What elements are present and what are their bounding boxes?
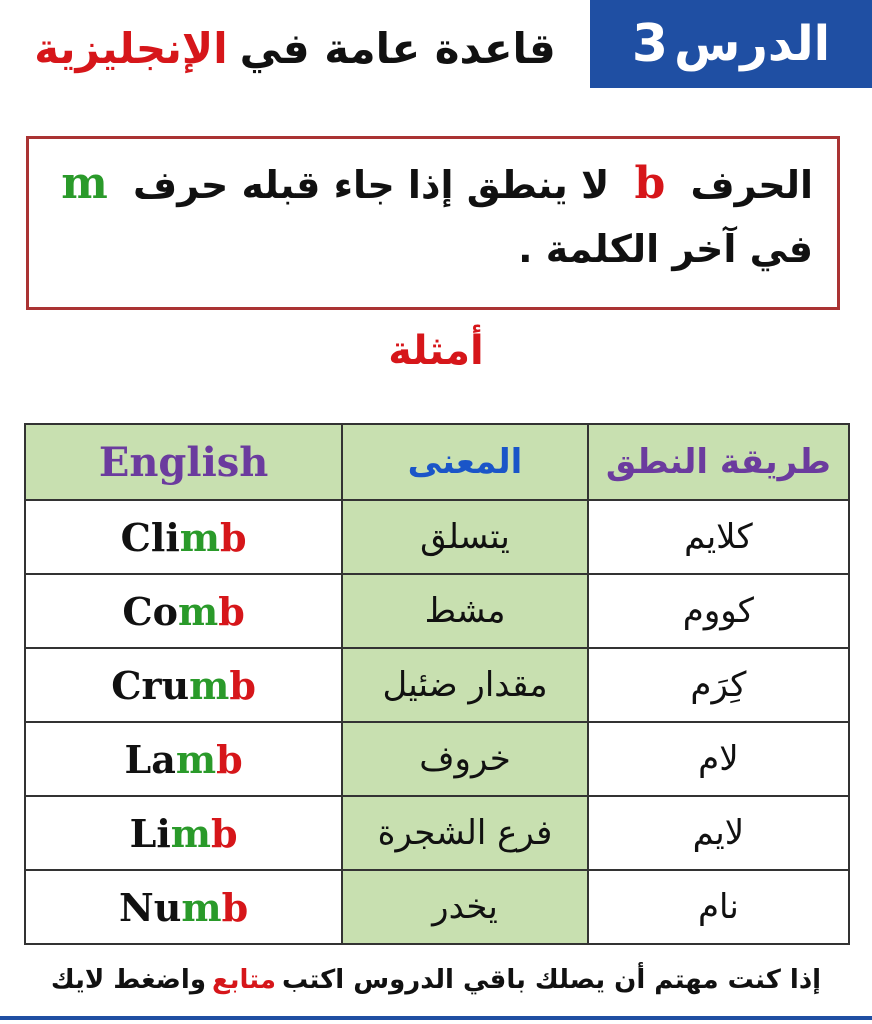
word-english (25, 500, 342, 574)
rule-letter-b: b (634, 158, 666, 209)
rule-part1: الحرف (690, 163, 813, 207)
word-letter-m: m (189, 662, 230, 708)
word-meaning: مشط (342, 574, 588, 648)
word-meaning: يخدر (342, 870, 588, 944)
word-letter-m: m (170, 810, 212, 856)
word-letter-b: b (220, 514, 247, 560)
word-letter-b: b (216, 736, 243, 782)
footer-part2: واضغط لايك (50, 965, 207, 995)
table-header-row (25, 424, 849, 500)
word-pronunciation: كلايم (588, 500, 849, 574)
title-highlight: الإنجليزية (34, 23, 228, 73)
rule-part2: لا ينطق إذا جاء قبله حرف (133, 163, 610, 207)
word-stem: Nu (119, 884, 182, 930)
word-letter-m: m (181, 884, 222, 930)
rule-line-2: في آخر الكلمة . (518, 227, 813, 272)
word-english (25, 722, 342, 796)
word-letter-b: b (229, 662, 256, 708)
word-letter-m: m (175, 736, 217, 782)
lesson-badge (590, 0, 872, 88)
word-english (25, 574, 342, 648)
header-meaning: المعنى (342, 424, 588, 500)
word-stem: Cli (120, 514, 180, 560)
word-pronunciation: كووم (588, 574, 849, 648)
header-english: English (25, 424, 342, 500)
word-meaning: خروف (342, 722, 588, 796)
word-pronunciation: لايم (588, 796, 849, 870)
word-pronunciation: نام (588, 870, 849, 944)
footer-note (0, 952, 872, 1008)
title-prefix: قاعدة عامة في (239, 23, 556, 73)
lesson-number: 3 (631, 14, 669, 74)
word-letter-m: m (179, 514, 220, 560)
word-stem: La (124, 736, 176, 782)
footer-part1: إذا كنت مهتم أن يصلك باقي الدروس اكتب (282, 965, 822, 995)
rule-line-1 (53, 149, 813, 219)
word-english (25, 796, 342, 870)
header-pronunciation: طريقة النطق (588, 424, 849, 500)
word-stem: Cru (111, 662, 190, 708)
word-english (25, 870, 342, 944)
table-row (25, 574, 849, 648)
table-row (25, 500, 849, 574)
footer-highlight: متابع (212, 965, 277, 995)
word-meaning: فرع الشجرة (342, 796, 588, 870)
table-row (25, 870, 849, 944)
word-stem: Co (122, 588, 179, 634)
examples-table (24, 423, 850, 945)
rule-letter-m: m (61, 158, 108, 209)
page-title (10, 8, 580, 88)
word-letter-b: b (221, 884, 249, 930)
word-english (25, 648, 342, 722)
word-letter-m: m (178, 588, 219, 634)
word-pronunciation: كِرَم (588, 648, 849, 722)
word-meaning: يتسلق (342, 500, 588, 574)
word-stem: Li (129, 810, 171, 856)
rule-box (26, 136, 840, 310)
word-letter-b: b (211, 810, 238, 856)
lesson-label: الدرس (674, 16, 831, 72)
examples-heading: أمثلة (388, 328, 484, 374)
table-row (25, 722, 849, 796)
word-pronunciation: لام (588, 722, 849, 796)
table-row (25, 648, 849, 722)
word-letter-b: b (218, 588, 245, 634)
word-meaning: مقدار ضئيل (342, 648, 588, 722)
bottom-divider (0, 1016, 872, 1020)
table-row (25, 796, 849, 870)
